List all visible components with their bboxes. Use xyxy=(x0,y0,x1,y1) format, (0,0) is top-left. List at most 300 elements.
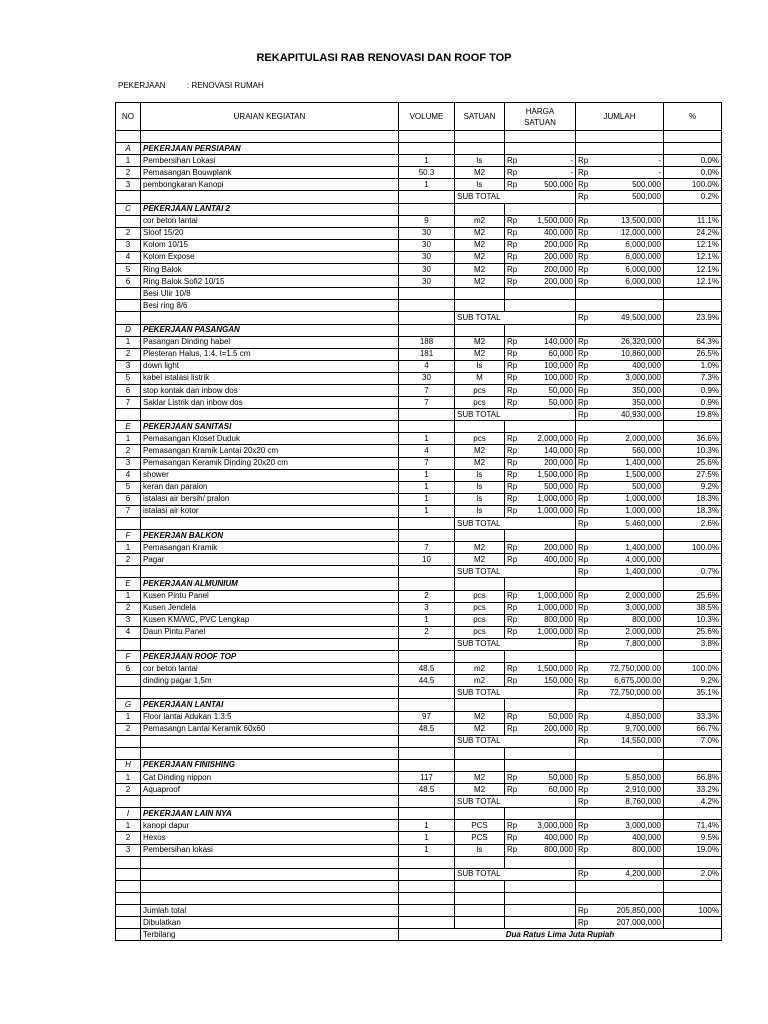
row-harga-value: 200,000 xyxy=(544,724,573,734)
table-row xyxy=(116,844,722,856)
row-jumlah-currency: Rp xyxy=(578,615,589,625)
row-harga xyxy=(505,155,576,167)
empty-cell-volume xyxy=(399,759,455,771)
empty-cell-satuan xyxy=(455,530,505,542)
empty-cell-percent xyxy=(664,892,722,904)
grand-total-row xyxy=(116,917,722,929)
row-jumlah xyxy=(576,397,664,409)
table-row xyxy=(116,288,722,300)
row-percent: 0.9% xyxy=(664,397,722,409)
empty-cell-percent xyxy=(664,880,722,892)
table-row xyxy=(116,179,722,191)
table-row xyxy=(116,215,722,227)
empty-cell-volume xyxy=(399,191,455,203)
subtotal-percent: 2.6% xyxy=(664,518,722,530)
row-harga xyxy=(505,433,576,445)
row-description: istalasi air bersih/ pralon xyxy=(141,493,399,505)
subtotal-jumlah xyxy=(576,868,664,880)
row-harga-currency: Rp xyxy=(507,470,518,480)
row-harga xyxy=(505,288,576,300)
row-jumlah-value: 3,000,000 xyxy=(625,373,661,383)
row-satuan: M2 xyxy=(455,723,505,735)
subtotal-percent: 0.2% xyxy=(664,191,722,203)
row-satuan: pcs xyxy=(455,626,505,638)
row-description: Sloof 15/20 xyxy=(141,227,399,239)
empty-cell-volume xyxy=(399,131,455,143)
empty-cell-satuan xyxy=(455,421,505,433)
row-harga-value: 200,000 xyxy=(544,276,573,286)
subtotal-jumlah xyxy=(576,735,664,747)
table-row xyxy=(116,372,722,384)
header-harga-line2: SATUAN xyxy=(524,117,556,127)
row-harga-value: 50,000 xyxy=(548,772,573,782)
empty-cell-volume xyxy=(399,892,455,904)
row-volume: 7 xyxy=(399,384,455,396)
empty-cell-harga xyxy=(505,747,576,759)
empty-cell-satuan xyxy=(455,578,505,590)
row-harga-value: 1,000,000 xyxy=(537,627,573,637)
row-volume: 48.5 xyxy=(399,784,455,796)
row-percent: 66.8% xyxy=(664,771,722,783)
row-satuan: m2 xyxy=(455,663,505,675)
row-description: Cat Dinding nippon xyxy=(141,771,399,783)
empty-cell-volume xyxy=(399,747,455,759)
row-jumlah-value: - xyxy=(658,155,661,165)
row-jumlah-currency: Rp xyxy=(578,155,589,165)
blank-row xyxy=(116,747,722,759)
row-jumlah-value: 1,400,000 xyxy=(625,458,661,468)
row-harga-value: 2,000,000 xyxy=(537,433,573,443)
row-percent xyxy=(664,300,722,312)
row-volume: 117 xyxy=(399,771,455,783)
row-volume: 1 xyxy=(399,614,455,626)
row-harga-value: 1,500,000 xyxy=(537,663,573,673)
empty-cell-no xyxy=(116,929,141,941)
row-harga-currency: Rp xyxy=(507,252,518,262)
row-jumlah xyxy=(576,179,664,191)
row-volume: 3 xyxy=(399,602,455,614)
row-description: kabel istalasi listrik xyxy=(141,372,399,384)
row-percent: 0.9% xyxy=(664,384,722,396)
subtotal-jumlah-value: 7,800,000 xyxy=(625,639,661,649)
row-harga-value: 50,000 xyxy=(548,712,573,722)
row-harga-currency: Rp xyxy=(507,663,518,673)
subtotal-jumlah xyxy=(576,566,664,578)
row-number: 6 xyxy=(116,384,141,396)
row-number: 7 xyxy=(116,505,141,517)
table-row xyxy=(116,723,722,735)
row-jumlah-value: 5,850,000 xyxy=(625,772,661,782)
row-jumlah-value: 6,000,000 xyxy=(625,252,661,262)
row-jumlah xyxy=(576,771,664,783)
subtotal-jumlah-currency: Rp xyxy=(578,566,589,576)
row-satuan: M xyxy=(455,372,505,384)
empty-cell-jumlah xyxy=(576,808,664,820)
row-jumlah-value: 500,000 xyxy=(632,482,661,492)
row-jumlah xyxy=(576,227,664,239)
row-harga xyxy=(505,384,576,396)
row-harga-value: 1,000,000 xyxy=(537,494,573,504)
section-title: PEKERJAAN FINISHING xyxy=(141,759,399,771)
row-description: Kusen KM/WC, PVC Lengkap xyxy=(141,614,399,626)
empty-cell-jumlah xyxy=(576,699,664,711)
empty-cell-volume xyxy=(399,518,455,530)
rab-table xyxy=(115,102,722,941)
empty-cell-volume xyxy=(399,699,455,711)
row-jumlah xyxy=(576,505,664,517)
blank-row xyxy=(116,892,722,904)
row-jumlah-currency: Rp xyxy=(578,458,589,468)
empty-cell-no xyxy=(116,566,141,578)
row-jumlah-currency: Rp xyxy=(578,167,589,177)
table-row xyxy=(116,663,722,675)
empty-cell-uraian xyxy=(141,518,399,530)
empty-cell-satuan xyxy=(455,856,505,868)
row-description: Pembersihan lokasi xyxy=(141,844,399,856)
section-header-row xyxy=(116,143,722,155)
subtotal-label: SUB TOTAL xyxy=(455,687,576,699)
row-number: 1 xyxy=(116,590,141,602)
total-jumlah xyxy=(576,905,664,917)
row-percent: 18.3% xyxy=(664,493,722,505)
table-row xyxy=(116,239,722,251)
subtotal-jumlah xyxy=(576,191,664,203)
subtotal-percent: 7.0% xyxy=(664,735,722,747)
row-percent: 12.1% xyxy=(664,264,722,276)
section-header-row xyxy=(116,578,722,590)
row-harga xyxy=(505,276,576,288)
empty-cell-satuan xyxy=(455,808,505,820)
subtotal-percent: 23.9% xyxy=(664,312,722,324)
row-percent: 9.5% xyxy=(664,832,722,844)
row-description: Hexos xyxy=(141,832,399,844)
subtotal-jumlah-value: 500,000 xyxy=(632,192,661,202)
empty-cell-satuan xyxy=(455,203,505,215)
empty-cell-volume xyxy=(399,651,455,663)
row-percent: 100.0% xyxy=(664,663,722,675)
row-harga xyxy=(505,711,576,723)
row-harga-currency: Rp xyxy=(507,591,518,601)
row-harga xyxy=(505,469,576,481)
subtotal-label: SUB TOTAL xyxy=(455,638,576,650)
empty-cell-harga xyxy=(505,808,576,820)
section-header-row xyxy=(116,759,722,771)
subtotal-jumlah-value: 8,760,000 xyxy=(625,796,661,806)
table-row xyxy=(116,397,722,409)
empty-cell-satuan xyxy=(455,759,505,771)
row-jumlah-currency: Rp xyxy=(578,724,589,734)
empty-cell-jumlah xyxy=(576,421,664,433)
subtotal-jumlah-value: 40,930,000 xyxy=(620,409,661,419)
row-harga-currency: Rp xyxy=(507,482,518,492)
subtotal-label: SUB TOTAL xyxy=(455,868,576,880)
row-harga-currency: Rp xyxy=(507,373,518,383)
header-jumlah: JUMLAH xyxy=(576,103,664,131)
empty-cell-percent xyxy=(664,421,722,433)
table-row xyxy=(116,711,722,723)
subtotal-percent: 4.2% xyxy=(664,796,722,808)
row-percent xyxy=(664,554,722,566)
row-jumlah-currency: Rp xyxy=(578,240,589,250)
blank-row xyxy=(116,131,722,143)
subtotal-jumlah-value: 4,200,000 xyxy=(625,869,661,879)
row-number: 3 xyxy=(116,844,141,856)
row-jumlah xyxy=(576,288,664,300)
table-row xyxy=(116,227,722,239)
row-harga-value: 140,000 xyxy=(544,445,573,455)
section-header-row xyxy=(116,421,722,433)
table-row xyxy=(116,771,722,783)
empty-cell-harga xyxy=(505,143,576,155)
subtotal-jumlah-currency: Rp xyxy=(578,687,589,697)
row-satuan xyxy=(455,300,505,312)
row-harga-value: 1,500,000 xyxy=(537,216,573,226)
grand-total-row xyxy=(116,905,722,917)
empty-cell-uraian xyxy=(141,856,399,868)
row-harga-currency: Rp xyxy=(507,724,518,734)
row-jumlah xyxy=(576,155,664,167)
row-jumlah-currency: Rp xyxy=(578,397,589,407)
section-title: PEKERJAAN SANITASI xyxy=(141,421,399,433)
row-harga-currency: Rp xyxy=(507,397,518,407)
section-letter: H xyxy=(116,759,141,771)
empty-cell-jumlah xyxy=(576,143,664,155)
row-volume: 7 xyxy=(399,542,455,554)
row-volume: 48.5 xyxy=(399,663,455,675)
section-header-row xyxy=(116,324,722,336)
row-jumlah xyxy=(576,614,664,626)
row-jumlah-value: 350,000 xyxy=(632,385,661,395)
row-harga-currency: Rp xyxy=(507,433,518,443)
row-satuan: pcs xyxy=(455,433,505,445)
empty-cell-jumlah xyxy=(576,578,664,590)
row-harga-value: 200,000 xyxy=(544,542,573,552)
row-satuan: ls xyxy=(455,469,505,481)
empty-cell-no xyxy=(116,856,141,868)
row-jumlah-value: 10,860,000 xyxy=(620,349,661,359)
empty-cell-no xyxy=(116,312,141,324)
row-percent: 64.3% xyxy=(664,336,722,348)
table-header-row xyxy=(116,103,722,131)
subtotal-jumlah-currency: Rp xyxy=(578,192,589,202)
table-row xyxy=(116,493,722,505)
row-harga-value: 200,000 xyxy=(544,264,573,274)
row-number: 2 xyxy=(116,602,141,614)
subtotal-row xyxy=(116,191,722,203)
row-harga-currency: Rp xyxy=(507,832,518,842)
empty-cell-jumlah xyxy=(576,856,664,868)
empty-cell-uraian xyxy=(141,312,399,324)
row-harga-currency: Rp xyxy=(507,554,518,564)
row-jumlah-currency: Rp xyxy=(578,276,589,286)
section-letter: I xyxy=(116,808,141,820)
empty-cell-satuan xyxy=(455,747,505,759)
row-jumlah xyxy=(576,264,664,276)
row-jumlah-currency: Rp xyxy=(578,361,589,371)
section-letter: F xyxy=(116,530,141,542)
row-harga-value: 1,000,000 xyxy=(537,603,573,613)
row-percent: 10.3% xyxy=(664,445,722,457)
row-volume: 30 xyxy=(399,276,455,288)
row-description: Besi Ulir 10/8 xyxy=(141,288,399,300)
row-harga xyxy=(505,251,576,263)
row-harga xyxy=(505,590,576,602)
row-description: Pemasangan Kramik xyxy=(141,542,399,554)
row-harga-value: - xyxy=(570,155,573,165)
row-satuan: PCS xyxy=(455,832,505,844)
row-satuan: pcs xyxy=(455,602,505,614)
empty-cell-uraian xyxy=(141,687,399,699)
subtotal-jumlah xyxy=(576,312,664,324)
row-volume: 97 xyxy=(399,711,455,723)
row-satuan: M2 xyxy=(455,784,505,796)
row-harga xyxy=(505,239,576,251)
empty-cell-harga xyxy=(505,131,576,143)
table-row xyxy=(116,300,722,312)
row-description: Pagar xyxy=(141,554,399,566)
row-harga xyxy=(505,227,576,239)
empty-cell-satuan xyxy=(455,131,505,143)
subtotal-row xyxy=(116,687,722,699)
row-harga-currency: Rp xyxy=(507,385,518,395)
row-harga-value: 400,000 xyxy=(544,832,573,842)
empty-cell-volume xyxy=(399,143,455,155)
empty-cell-satuan xyxy=(455,917,505,929)
empty-cell-jumlah xyxy=(576,203,664,215)
subtotal-label: SUB TOTAL xyxy=(455,566,576,578)
row-jumlah xyxy=(576,493,664,505)
row-number: 4 xyxy=(116,469,141,481)
row-harga-value: 60,000 xyxy=(548,784,573,794)
row-jumlah-value: 12,000,000 xyxy=(620,228,661,238)
row-jumlah-currency: Rp xyxy=(578,385,589,395)
total-jumlah-currency: Rp xyxy=(578,905,589,915)
table-row xyxy=(116,251,722,263)
empty-cell-satuan xyxy=(455,143,505,155)
row-jumlah-value: 1,400,000 xyxy=(625,542,661,552)
empty-cell-percent xyxy=(664,203,722,215)
row-description: Pemasangan Keramik Dinding 20x20 cm xyxy=(141,457,399,469)
row-harga-value: - xyxy=(570,167,573,177)
row-jumlah-currency: Rp xyxy=(578,445,589,455)
row-number: 1 xyxy=(116,336,141,348)
row-volume: 1 xyxy=(399,469,455,481)
empty-cell-percent xyxy=(664,143,722,155)
row-harga xyxy=(505,481,576,493)
row-percent: 12.1% xyxy=(664,251,722,263)
table-row xyxy=(116,264,722,276)
empty-cell-volume xyxy=(399,566,455,578)
row-satuan: ls xyxy=(455,493,505,505)
row-harga-currency: Rp xyxy=(507,845,518,855)
row-jumlah xyxy=(576,844,664,856)
empty-cell-harga xyxy=(505,856,576,868)
row-jumlah-value: 1,000,000 xyxy=(625,506,661,516)
row-jumlah-value: 2,910,000 xyxy=(625,784,661,794)
empty-cell-harga xyxy=(505,759,576,771)
table-body xyxy=(116,131,722,941)
row-description: Pemasangn Lantai Keramik 60x60 xyxy=(141,723,399,735)
row-number: 1 xyxy=(116,820,141,832)
row-number: 6 xyxy=(116,276,141,288)
row-description: istalasi air kotor xyxy=(141,505,399,517)
row-harga-currency: Rp xyxy=(507,445,518,455)
row-harga-currency: Rp xyxy=(507,603,518,613)
empty-cell-uraian xyxy=(141,735,399,747)
empty-cell-no xyxy=(116,191,141,203)
empty-cell-uraian xyxy=(141,409,399,421)
row-satuan xyxy=(455,288,505,300)
header-harga-line1: HARGA xyxy=(525,106,555,116)
empty-cell-volume xyxy=(399,808,455,820)
row-satuan: ls xyxy=(455,155,505,167)
section-letter: A xyxy=(116,143,141,155)
empty-cell-volume xyxy=(399,578,455,590)
row-jumlah-currency: Rp xyxy=(578,349,589,359)
row-volume: 1 xyxy=(399,155,455,167)
section-header-row xyxy=(116,651,722,663)
row-harga xyxy=(505,397,576,409)
row-percent: 11.1% xyxy=(664,215,722,227)
row-jumlah xyxy=(576,433,664,445)
row-jumlah-value: 1,000,000 xyxy=(625,494,661,504)
document-title: REKAPITULASI RAB RENOVASI DAN ROOF TOP xyxy=(256,52,512,64)
row-number: 5 xyxy=(116,372,141,384)
empty-cell-jumlah xyxy=(576,651,664,663)
row-jumlah xyxy=(576,215,664,227)
row-jumlah-currency: Rp xyxy=(578,627,589,637)
section-letter: C xyxy=(116,203,141,215)
row-satuan: M2 xyxy=(455,542,505,554)
row-jumlah xyxy=(576,457,664,469)
row-number: 2 xyxy=(116,445,141,457)
row-jumlah-currency: Rp xyxy=(578,784,589,794)
row-percent: 26.5% xyxy=(664,348,722,360)
total-jumlah-currency: Rp xyxy=(578,917,589,927)
row-satuan: M2 xyxy=(455,457,505,469)
row-jumlah xyxy=(576,590,664,602)
row-percent: 19.0% xyxy=(664,844,722,856)
row-jumlah-value: 4,850,000 xyxy=(625,712,661,722)
row-percent xyxy=(664,288,722,300)
row-jumlah-currency: Rp xyxy=(578,470,589,480)
row-percent: 100.0% xyxy=(664,542,722,554)
row-percent: 9.2% xyxy=(664,675,722,687)
row-jumlah-value: 400,000 xyxy=(632,832,661,842)
row-harga-currency: Rp xyxy=(507,458,518,468)
row-description: cor beton lantai xyxy=(141,663,399,675)
row-description: Besi ring 8/6 xyxy=(141,300,399,312)
row-jumlah-currency: Rp xyxy=(578,506,589,516)
empty-cell-no xyxy=(116,518,141,530)
row-satuan: ls xyxy=(455,360,505,372)
row-jumlah-value: 800,000 xyxy=(632,845,661,855)
table-row xyxy=(116,360,722,372)
subtotal-row xyxy=(116,518,722,530)
row-harga xyxy=(505,675,576,687)
row-percent: 33.2% xyxy=(664,784,722,796)
empty-cell-percent xyxy=(664,651,722,663)
row-jumlah xyxy=(576,469,664,481)
empty-cell-volume xyxy=(399,868,455,880)
row-volume: 30 xyxy=(399,264,455,276)
subtotal-jumlah xyxy=(576,409,664,421)
row-jumlah-value: 2,000,000 xyxy=(625,627,661,637)
total-label: Dibulatkan xyxy=(141,917,399,929)
row-harga-value: 500,000 xyxy=(544,179,573,189)
row-volume: 188 xyxy=(399,336,455,348)
row-jumlah xyxy=(576,723,664,735)
